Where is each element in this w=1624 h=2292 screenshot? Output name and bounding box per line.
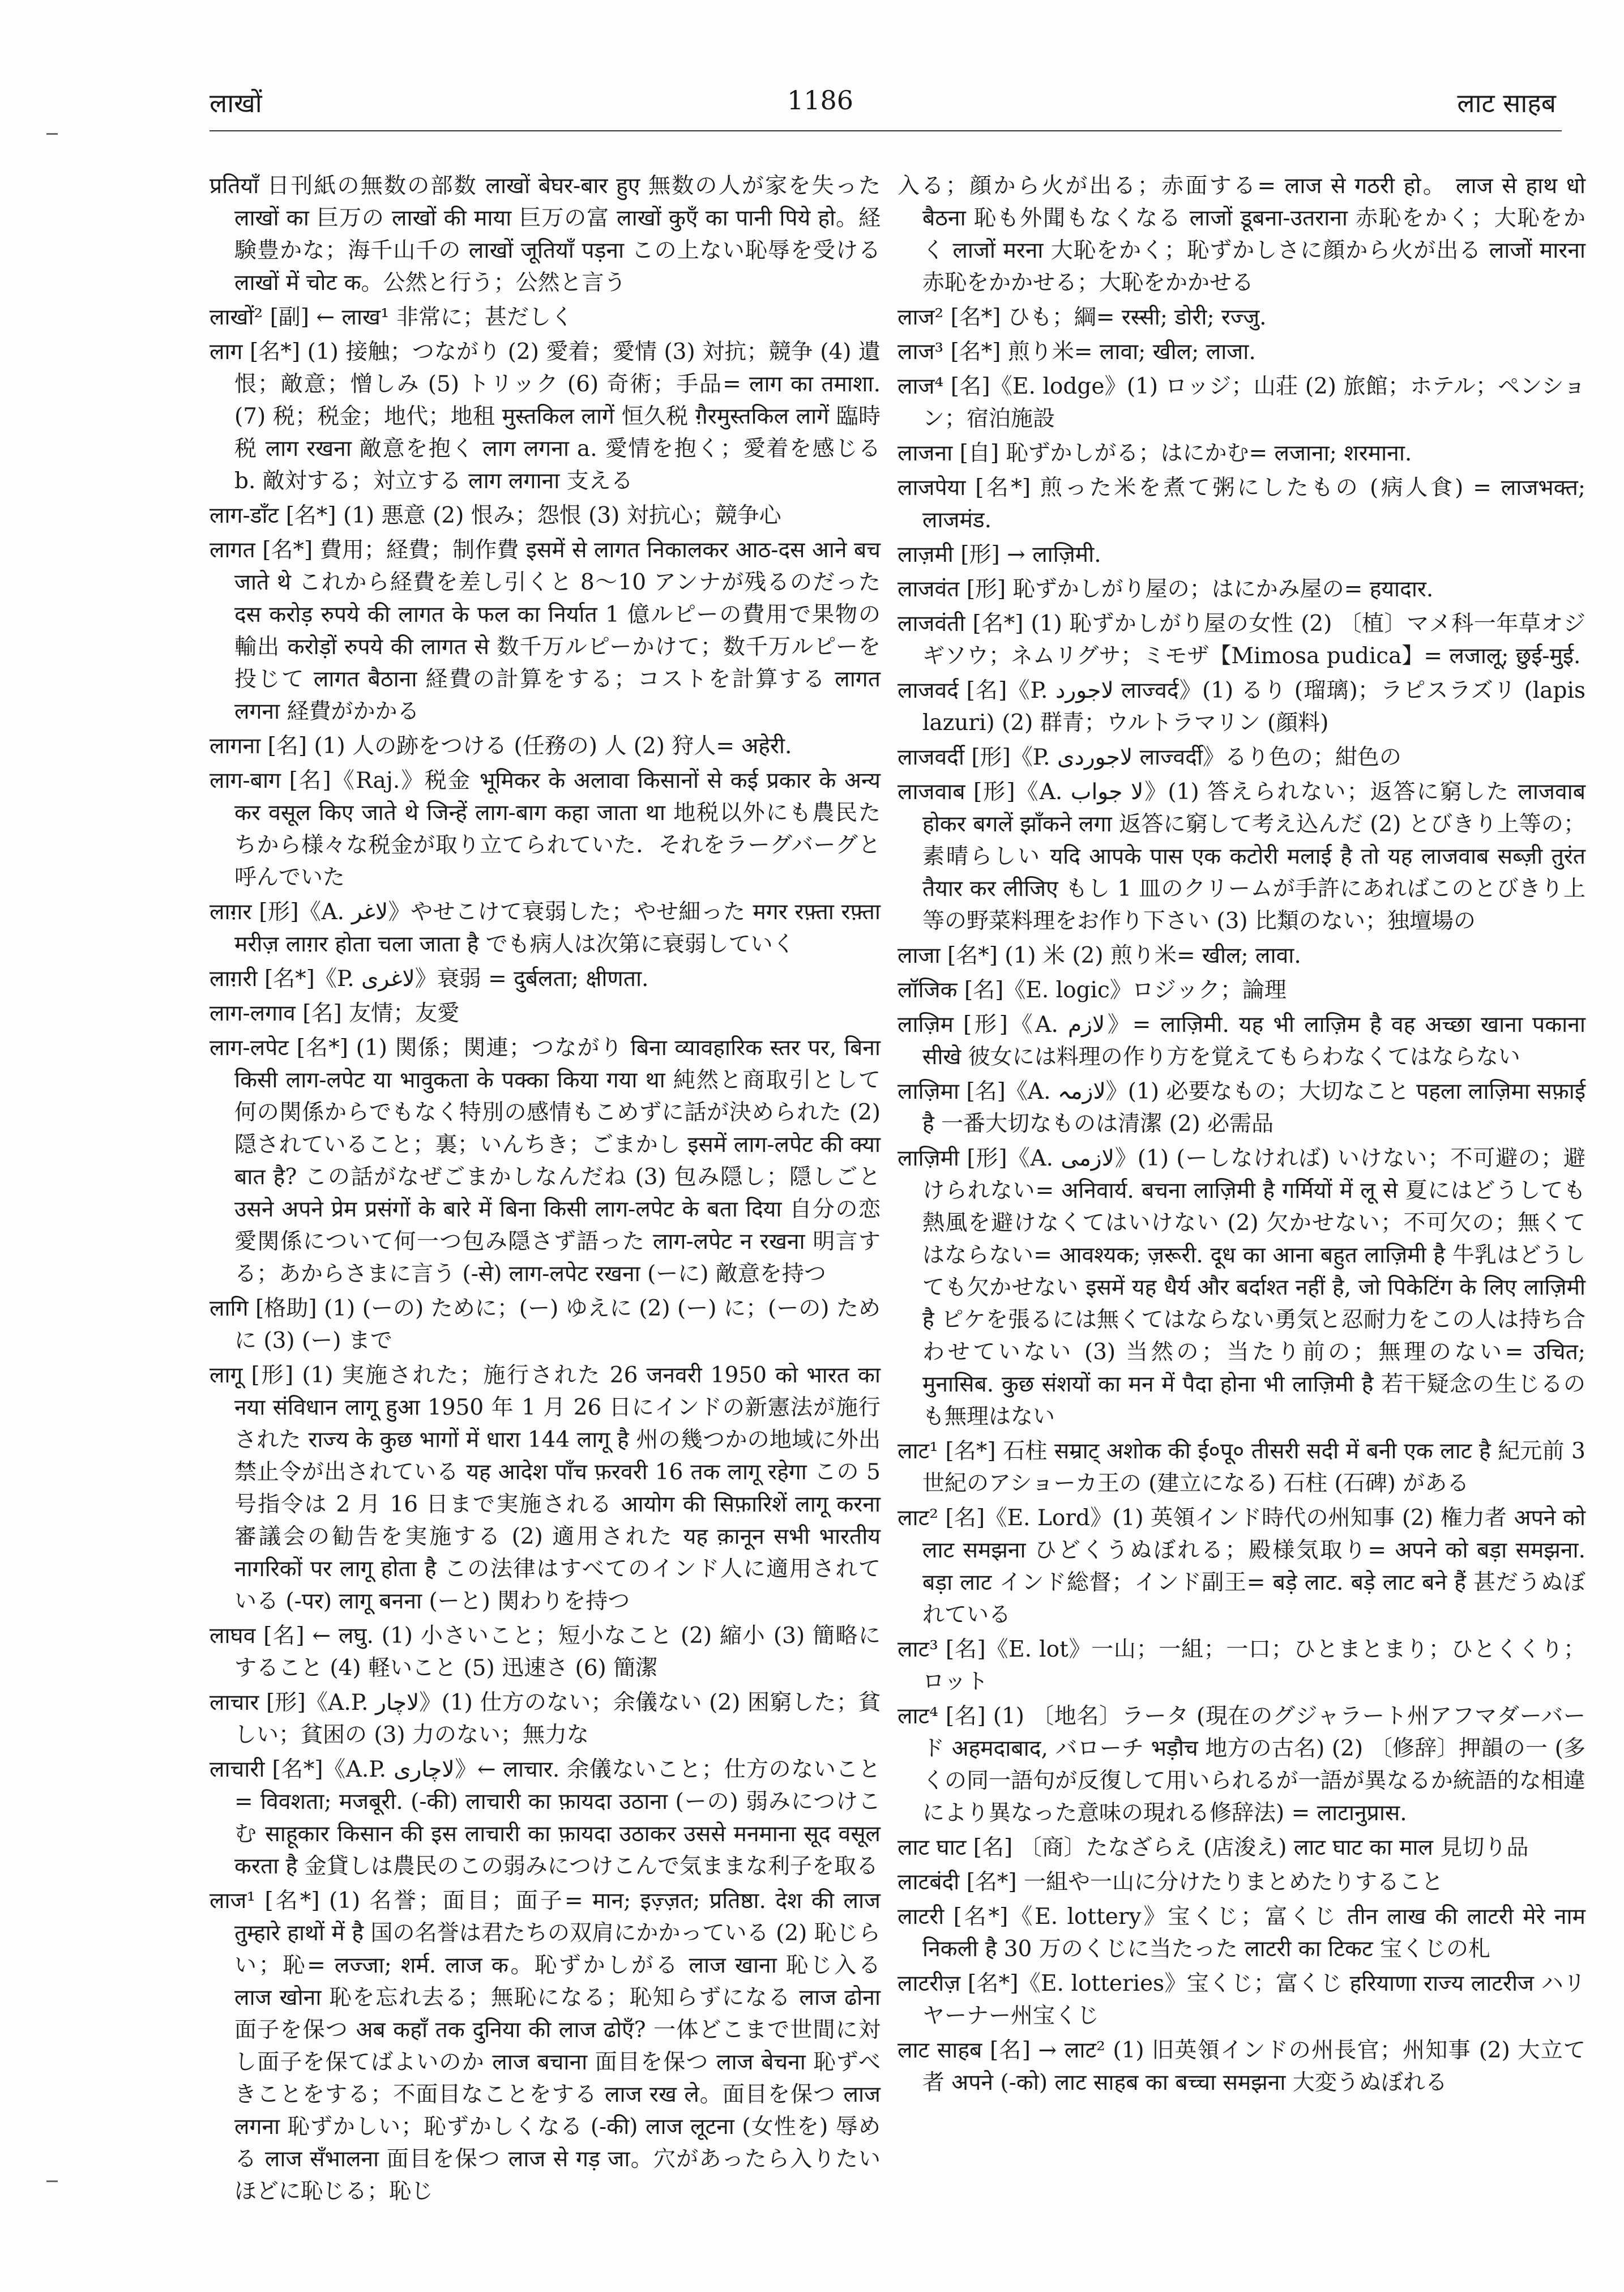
dictionary-entry: लाजवंती [名*] (1) 恥ずかしがり屋の女性 (2) 〔植〕マメ科一年草オジギソウ；ネムリグサ；ミモザ【Mimosa pudica】= लजालू; छुई-मुई. [898,611,1585,669]
dictionary-entry: लाचारी [名*]《A.P. لاچاری》← लाचार. 余儀ないこと；仕方のないこと= विवशता; मजबूरी. (-की) लाचारी का फ़ायदा उठाना (ーの) 弱みにつけこむ साहूकार किसान की इस लाचारी का फ़ायदा उठाकर उससे मनमाना सूद वसूल करता है 金貸しは農民のこの弱みにつけこんで気ままな利子を取る [210,1757,881,1879]
dictionary-entry: लाघव [名] ← लघु. (1) 小さいこと；短小なこと (2) 縮小 (3) 簡略にすること (4) 軽いこと (5) 迅速さ (6) 簡潔 [210,1623,881,1681]
dictionary-entry: लाजना [自] 恥ずかしがる；はにかむ= लजाना; शरमाना. [898,441,1412,466]
dictionary-entry: लॉजिक [名]《E. logic》ロジック；論理 [898,978,1287,1003]
dictionary-entry: 入る；顔から火が出る；赤面する= लाज से गठरी हो。 लाज से हाथ धो बैठना 恥も外聞もなくなる लाजों डूबना-उतराना 赤恥をかく；大恥をかく लाजों मरना 大恥をかく；恥ずかしさに顔から火が出る लाजों मारना 赤恥をかかせる；大恥をかかせる [898,173,1585,296]
dictionary-entry: लाट साहब [名] → लाट² (1) 旧英領インドの州長官；州知事 (2) 大立て者 अपने (-को) लाट साहब का बच्चा समझना 大変うぬぼれる [898,2038,1585,2095]
margin-mark [46,2180,58,2182]
dictionary-entry: लाटबंदी [名*] 一組や一山に分けたりまとめたりすること [898,1870,1444,1895]
dictionary-entry: लाट घाट [名] 〔商〕たなざらえ (店浚え) लाट घाट का माल 見切り品 [898,1835,1529,1860]
dictionary-entry: लागू [形] (1) 実施された；施行された 26 जनवरी 1950 को भारत का नया संविधान लागू हुआ 1950 年 1 月 26 日にインドの新憲法が施行された राज्य के कुछ भागों में धारा 144 लागू है 州の幾つかの地域に外出禁止令が出されている यह आदेश पाँच फ़रवरी 16 तक लागू रहेगा この 5 号指令は 2 月 16 日まで実施される आयोग की सिफ़ारिशें लागू करना 審議会の勧告を実施する (2) 適用された यह क़ानून सभी भारतीय नागरिकों पर लागू होता है この法律はすべてのインド人に適用されている (-पर) लागू बनना (ーと) 関わりを持つ [210,1363,881,1614]
dictionary-entry: लाज़िमा [名]《A. لازمہ》(1) 必要なもの；大切なこと पहला लाज़िमा सफ़ाई है 一番大切なものは清潔 (2) 必需品 [898,1079,1585,1137]
right-column [898,170,1585,2101]
running-head-left: लाखों [210,88,262,118]
left-column [210,170,881,2210]
dictionary-entry: लाज़मी [形] → लाज़िमी. [898,542,1101,567]
dictionary-entry: लाटरीज़ [名*]《E. lotteries》宝くじ；富くじ हरियाणा राज्य लाटरीज ハリヤーナー州宝くじ [898,1971,1585,2029]
dictionary-entry: लाजवर्दी [形]《P. لاجوردی लाज्वर्दी》るり色の；紺色の [898,745,1401,770]
dictionary-entry: लाज¹ [名*] (1) 名誉；面目；面子= मान; इज़्ज़त; प्रतिष्ठा. देश की लाज तुम्हारे हाथों में है 国の名誉は君たちの双肩にかかっている (2) 恥じらい；恥= लज्जा; शर्म. लाज क。恥ずかしがる लाज खाना 恥じ入る लाज खोना 恥を忘れ去る；無恥になる；恥知らずになる लाज ढोना 面子を保つ अब कहाँ तक दुनिया की लाज ढोएँ? 一体どこまで世間に対し面子を保てばよいのか लाज बचाना 面目を保つ लाज बेचना 恥ずべきことをする；不面目なことをする लाज रख ले。面目を保つ लाज लगना 恥ずかしい；恥ずかしくなる (-की) लाज लूटना (女性を) 辱める लाज सँभालना 面目を保つ लाज से गड़ जा。穴があったら入りたいほどに恥じる；恥じ [210,1888,881,2204]
dictionary-entry: लाट² [名]《E. Lord》(1) 英領インド時代の州知事 (2) 権力者 अपने को लाट समझना ひどくうぬぼれる；殿様気取り= अपने को बड़ा समझना. बड़ा लाट インド総督；インド副王= बड़े लाट. बड़े लाट बने हैं 甚だうぬぼれている [898,1505,1585,1628]
dictionary-entry: लाग-बाग [名]《Raj.》税金 भूमिकर के अलावा किसानों से कई प्रकार के अन्य कर वसूल किए जाते थे जिन्हें लाग-बाग कहा जाता था 地税以外にも農民たちから様々な税金が取り立てられていた．それをラーグバーグと呼んでいた [210,768,881,890]
dictionary-entry: लाखों² [副] ← लाख¹ 非常に；甚だしく [210,305,573,330]
dictionary-entry: लाग-डाँट [名*] (1) 悪意 (2) 恨み；怨恨 (3) 対抗心；競争心 [210,503,781,528]
margin-mark [46,133,58,135]
dictionary-entry: लाज³ [名*] 煎り米= लावा; खील; लाजा. [898,339,1256,365]
dictionary-entry: लाजा [名*] (1) 米 (2) 煎り米= खील; लावा. [898,943,1301,968]
dictionary-entry: लाजवाब [形]《A. لا جواب》(1) 答えられない；返答に窮した लाजवाब होकर बगलें झाँकने लगा 返答に窮して考え込んだ (2) とびきり上等の；素晴らしい यदि आपके पास एक कटोरी मलाई है तो यह लाजवाब सब्ज़ी तुरंत तैयार कर लीजिए もし 1 皿のクリームが手許にあればこのとびきり上等の野菜料理をお作り下さい (3) 比類のない；独壇場の [898,779,1585,934]
dictionary-entry: लाजपेया [名*] 煎った米を煮て粥にしたもの (病人食) = लाजभक्त; लाजमंड. [898,475,1585,533]
dictionary-entry: लाग़री [名*]《P. لاغری》衰弱 = दुर्बलता; क्षीणता. [210,966,649,992]
dictionary-entry: लागि [格助] (1) (ーの) ために；(ー) ゆえに (2) (ー) に；(ーの) ために (3) (ー) まで [210,1296,881,1354]
dictionary-entry: लाट³ [名]《E. lot》一山；一組；一口；ひとまとまり；ひとくくり；ロット [898,1637,1585,1695]
dictionary-entry: लाज² [名*] ひも；綱= रस्सी; डोरी; रज्जु. [898,305,1267,330]
dictionary-entry: लाग [名*] (1) 接触；つながり (2) 愛着；愛情 (3) 対抗；競争 (4) 遺恨；敵意；憎しみ (5) トリック (6) 奇術；手品= लाग का तमाशा. (7) 税；税金；地代；地租 मुस्तकिल लागें 恒久税 ग़ैरमुस्तकिल लागें 臨時税 लाग रखना 敵意を抱く लाग लगना a. 愛情を抱く；愛着を感じる b. 敵対する；対立する लाग लगाना 支える [210,339,881,494]
dictionary-entry: लागना [名] (1) 人の跡をつける (任務の) 人 (2) 狩人= अहेरी. [210,733,792,759]
dictionary-entry: लाट⁴ [名] (1) 〔地名〕ラータ (現在のグジャラート州アフマダーバード अहमदाबाद, バローチ भड़ौच 地方の古名) (2) 〔修辞〕押韻の一 (多くの同一語句が反復して用いられるが一語が異なるか統語的な相違により異なった意味の現れる修辞法) = लाटानुप्रास. [898,1704,1585,1826]
running-head-right: लाट साहब [1457,88,1556,118]
dictionary-entry: लाजवर्द [名]《P. لاجورد लाज्वर्द》(1) るり (瑠璃)；ラピスラズリ (lapis lazuri) (2) 群青；ウルトラマリン (顔料) [898,678,1585,736]
dictionary-entry: लाग-लगाव [名] 友情；友愛 [210,1001,460,1026]
dictionary-entry: लाटरी [名*]《E. lottery》宝くじ；富くじ तीन लाख की लाटरी मेरे नाम निकली है 30 万のくじに当たった लाटरी का टिकट 宝くじの札 [898,1904,1585,1962]
dictionary-entry: लाजवंत [形] 恥ずかしがり屋の；はにかみ屋の= हयादार. [898,577,1434,602]
dictionary-entry: प्रतियाँ 日刊紙の無数の部数 लाखों बेघर-बार हुए 無数の人が家を失った लाखों का 巨万の लाखों की माया 巨万の富 लाखों कुएँ का पानी पिये हो。経験豊かな；海千山千の लाखों जूतियाँ पड़ना この上ない恥辱を受ける लाखों में चोट क。公然と行う；公然と言う [210,173,881,296]
dictionary-entry: लाचार [形]《A.P. لاچار》(1) 仕方のない；余儀ない (2) 困窮した；貧しい；貧困の (3) 力のない；無力な [210,1690,881,1748]
header-rule [210,130,1562,131]
dictionary-entry: लाग़र [形]《A. لاغر》やせこけて衰弱した；やせ細った मगर रफ़्ता रफ़्ता मरीज़ लाग़र होता चला जाता है でも病人は次第に衰弱していく [210,899,881,957]
dictionary-entry: लाज़िम [形]《A. لازم》= लाज़िमी. यह भी लाज़िम है वह अच्छा खाना पकाना सीखे 彼女には料理の作り方を覚えてもらわなくてはならない [898,1012,1585,1070]
dictionary-entry: लाज⁴ [名]《E. lodge》(1) ロッジ；山荘 (2) 旅館；ホテル；ペンション；宿泊施設 [898,374,1585,432]
dictionary-entry: लाज़िमी [形]《A. لازمی》(1) (ーしなければ) いけない；不可避の；避けられない= अनिवार्य. बचना लाज़िमी है गर्मियों में लू से 夏にはどうしても熱風を避けなくてはいけない (2) 欠かせない；不可欠の；無くてはならない= आवश्यक; ज़रूरी. दूध का आना बहुत लाज़िमी है 牛乳はどうしても欠かせない इसमें यह धैर्य और बर्दाश्त नहीं है, जो पिकेटिंग के लिए लाज़िमी है ピケを張るには無くてはならない勇気と忍耐力をこの人は持ち合わせていない (3) 当然の；当たり前の；無理のない= उचित; मुनासिब. कुछ संशयों का मन में पैदा होना भी लाज़िमी है 若干疑念の生じるのも無理はない [898,1146,1585,1429]
dictionary-entry: लागत [名*] 費用；経費；制作費 इसमें से लागत निकालकर आठ-दस आने बच जाते थे これから経費を差し引くと 8〜10 アンナが残るのだった दस करोड़ रुपये की लागत के फल का निर्यात 1 億ルピーの費用で果物の輸出 करोड़ों रुपये की लागत से 数千万ルピーかけて；数千万ルピーを投じて लागत बैठाना 経費の計算をする；コストを計算する लागत लगना 経費がかかる [210,537,881,724]
dictionary-entry: लाट¹ [名*] 石柱 सम्राट् अशोक की ई०पू० तीसरी सदी में बनी एक लाट है 紀元前 3 世紀のアショーカ王の (建立になる) 石柱 (石碑) がある [898,1439,1585,1496]
dictionary-entry: लाग-लपेट [名*] (1) 関係；関連；つながり बिना व्यावहारिक स्तर पर, बिना किसी लाग-लपेट या भावुकता के पक्का किया गया था 純然と商取引として何の関係からでもなく特別の感情もこめずに話が決められた (2) 隠されていること；裏；いんちき；ごまかし इसमें लाग-लपेट की क्या बात है? この話がなぜごまかしなんだね (3) 包み隠し；隠しごと उसने अपने प्रेम प्रसंगों के बारे में बिना किसी लाग-लपेट के बता दिया 自分の恋愛関係について何一つ包み隠さず語った लाग-लपेट न रखना 明言する；あからさまに言う (-से) लाग-लपेट रखना (ーに) 敵意を持つ [210,1035,881,1287]
page-number: 1186 [787,85,854,116]
